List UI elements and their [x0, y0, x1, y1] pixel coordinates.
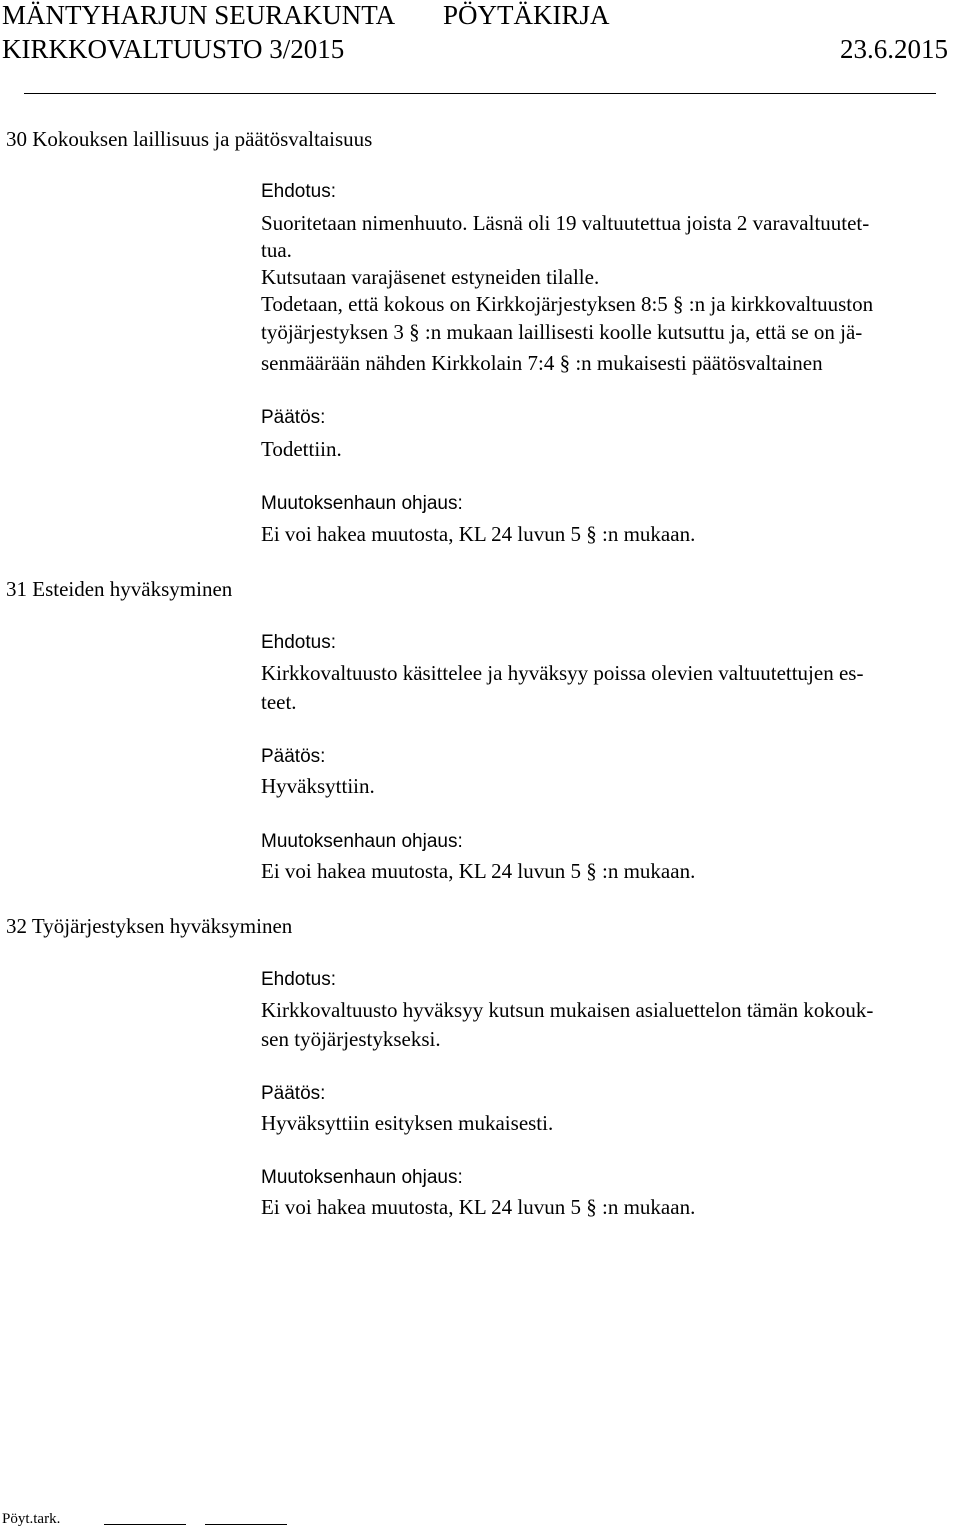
section-32-ehdotus-label: Ehdotus: — [261, 969, 336, 990]
section-32-paatos-text: Hyväksyttiin esityksen mukaisesti. — [261, 1111, 554, 1135]
section-32-muutos-label: Muutoksenhaun ohjaus: — [261, 1167, 463, 1188]
section-31-ehdotus-line: teet. — [261, 690, 297, 714]
document-type: PÖYTÄKIRJA — [443, 0, 610, 30]
section-30-paatos-text: Todettiin. — [261, 437, 342, 461]
section-31-paatos-text: Hyväksyttiin. — [261, 774, 375, 798]
section-30-muutos-label: Muutoksenhaun ohjaus: — [261, 493, 463, 514]
section-30-ehdotus-label: Ehdotus: — [261, 181, 336, 202]
signature-line-2 — [205, 1524, 287, 1525]
section-30-title: 30 Kokouksen laillisuus ja päätösvaltaisuus — [6, 127, 373, 151]
meeting-title: KIRKKOVALTUUSTO 3/2015 — [2, 34, 345, 64]
section-30-ehdotus-line: Kutsutaan varajäsenet estyneiden tilalle. — [261, 265, 600, 289]
organization-name: MÄNTYHARJUN SEURAKUNTA — [2, 0, 396, 30]
section-31-title: 31 Esteiden hyväksyminen — [6, 577, 233, 601]
section-30-ehdotus-line: työjärjestyksen 3 § :n mukaan laillisesti koolle kutsuttu ja, että se on jä- — [261, 320, 863, 344]
section-30-ehdotus-line: senmäärään nähden Kirkkolain 7:4 § :n mukaisesti päätösvaltainen — [261, 351, 823, 375]
section-31-paatos-label: Päätös: — [261, 746, 326, 767]
section-31-ehdotus-line: Kirkkovaltuusto käsittelee ja hyväksyy poissa olevien valtuutettujen es- — [261, 661, 864, 685]
section-30-muutos-text: Ei voi hakea muutosta, KL 24 luvun 5 § :n mukaan. — [261, 522, 696, 546]
section-30-paatos-label: Päätös: — [261, 407, 326, 428]
section-30-ehdotus-line: tua. — [261, 238, 292, 262]
section-31-muutos-text: Ei voi hakea muutosta, KL 24 luvun 5 § :n mukaan. — [261, 859, 696, 883]
footer-label: Pöyt.tark. — [2, 1511, 61, 1527]
header-divider — [24, 93, 936, 94]
section-32-muutos-text: Ei voi hakea muutosta, KL 24 luvun 5 § :n mukaan. — [261, 1195, 696, 1219]
section-32-paatos-label: Päätös: — [261, 1083, 326, 1104]
section-32-ehdotus-line: Kirkkovaltuusto hyväksyy kutsun mukaisen asialuettelon tämän kokouk- — [261, 998, 874, 1022]
section-30-ehdotus-line: Suoritetaan nimenhuuto. Läsnä oli 19 valtuutettua joista 2 varavaltuutet- — [261, 211, 870, 235]
section-31-muutos-label: Muutoksenhaun ohjaus: — [261, 831, 463, 852]
section-32-ehdotus-line: sen työjärjestykseksi. — [261, 1027, 441, 1051]
signature-line-1 — [104, 1524, 186, 1525]
section-30-ehdotus-line: Todetaan, että kokous on Kirkkojärjestyksen 8:5 § :n ja kirkkovaltuuston — [261, 292, 874, 316]
section-32-title: 32 Työjärjestyksen hyväksyminen — [6, 914, 293, 938]
section-31-ehdotus-label: Ehdotus: — [261, 632, 336, 653]
meeting-date: 23.6.2015 — [840, 34, 948, 64]
